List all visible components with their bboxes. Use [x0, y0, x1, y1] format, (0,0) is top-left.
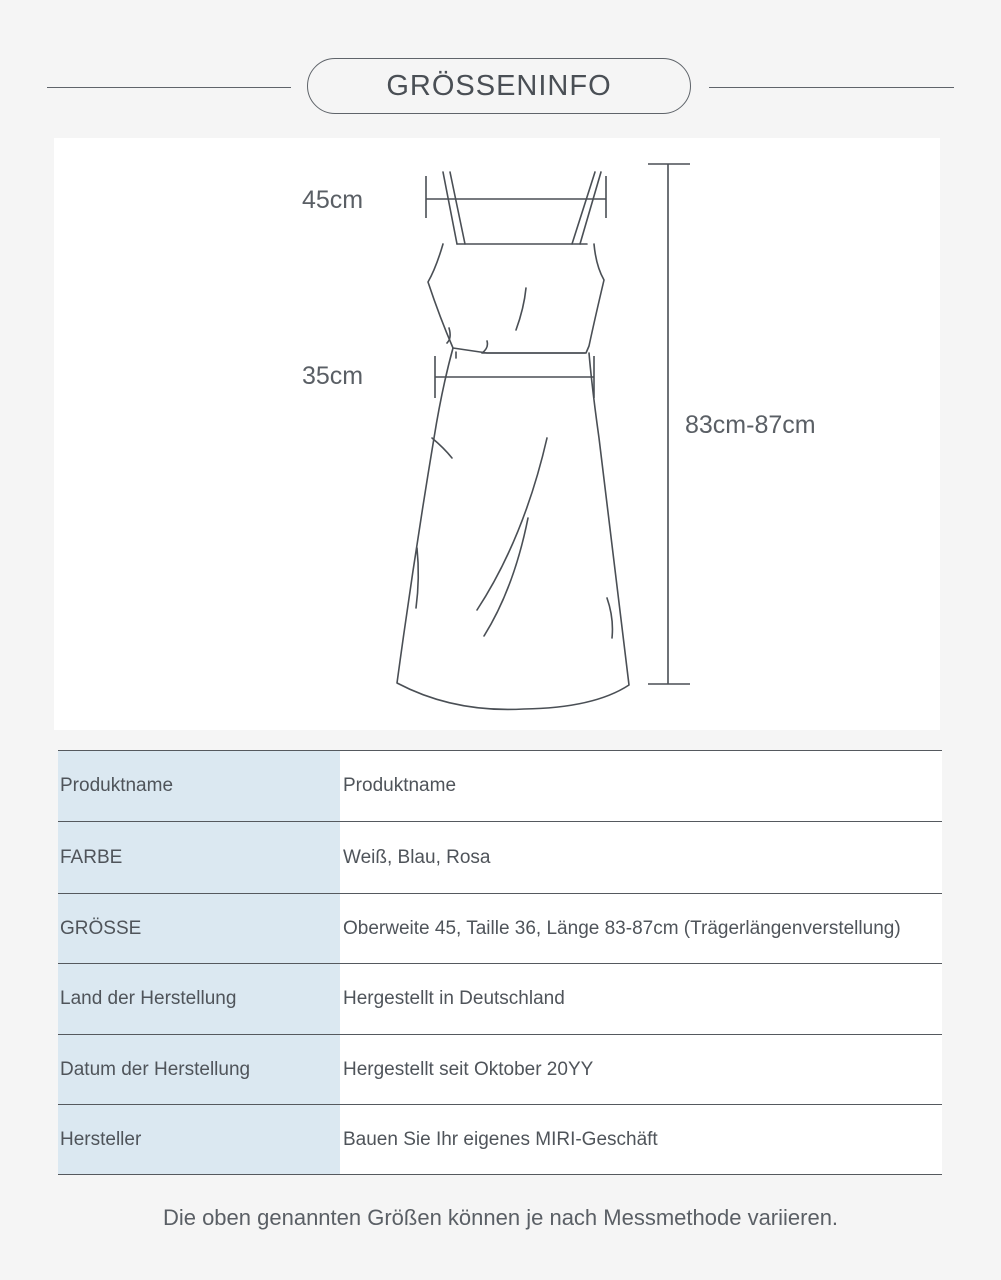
row-value: Produktname: [340, 751, 942, 821]
table-row: [58, 822, 942, 894]
length-label: 83cm-87cm: [685, 411, 816, 439]
row-label: GRÖSSE: [58, 894, 340, 963]
row-value: Weiß, Blau, Rosa: [340, 822, 942, 893]
right-strap: [572, 172, 601, 244]
product-info-table: [58, 750, 942, 1175]
waist-measure-line: [435, 356, 594, 398]
table-row: [58, 1105, 942, 1175]
header-rule-right: [709, 87, 954, 88]
left-strap: [443, 172, 465, 244]
table-row: [58, 1035, 942, 1105]
row-label: Land der Herstellung: [58, 964, 340, 1034]
chest-label: 45cm: [302, 186, 364, 214]
measurement-note: Die oben genannten Größen können je nach Messmethode variieren.: [162, 1205, 839, 1230]
row-label: Produktname: [58, 751, 340, 821]
table-row: [58, 751, 942, 822]
row-label: Datum der Herstellung: [58, 1035, 340, 1104]
row-value: Hergestellt in Deutschland: [340, 964, 942, 1034]
section-header: [0, 58, 1001, 116]
section-title: GRÖSSENINFO: [307, 58, 691, 114]
waist-label: 35cm: [302, 362, 364, 390]
header-rule-left: [47, 87, 291, 88]
row-value: Hergestellt seit Oktober 20YY: [340, 1035, 942, 1104]
row-value: Bauen Sie Ihr eigenes MIRI-Geschäft: [340, 1105, 942, 1174]
table-row: [58, 964, 942, 1035]
row-label: FARBE: [58, 822, 340, 893]
size-diagram: [54, 138, 940, 730]
table-row: [58, 894, 942, 964]
chest-measure-line: [426, 176, 606, 218]
row-label: Hersteller: [58, 1105, 340, 1174]
row-value: Oberweite 45, Taille 36, Länge 83-87cm (Trägerlängenverstellung): [340, 894, 942, 963]
length-measure-line: [648, 164, 690, 684]
